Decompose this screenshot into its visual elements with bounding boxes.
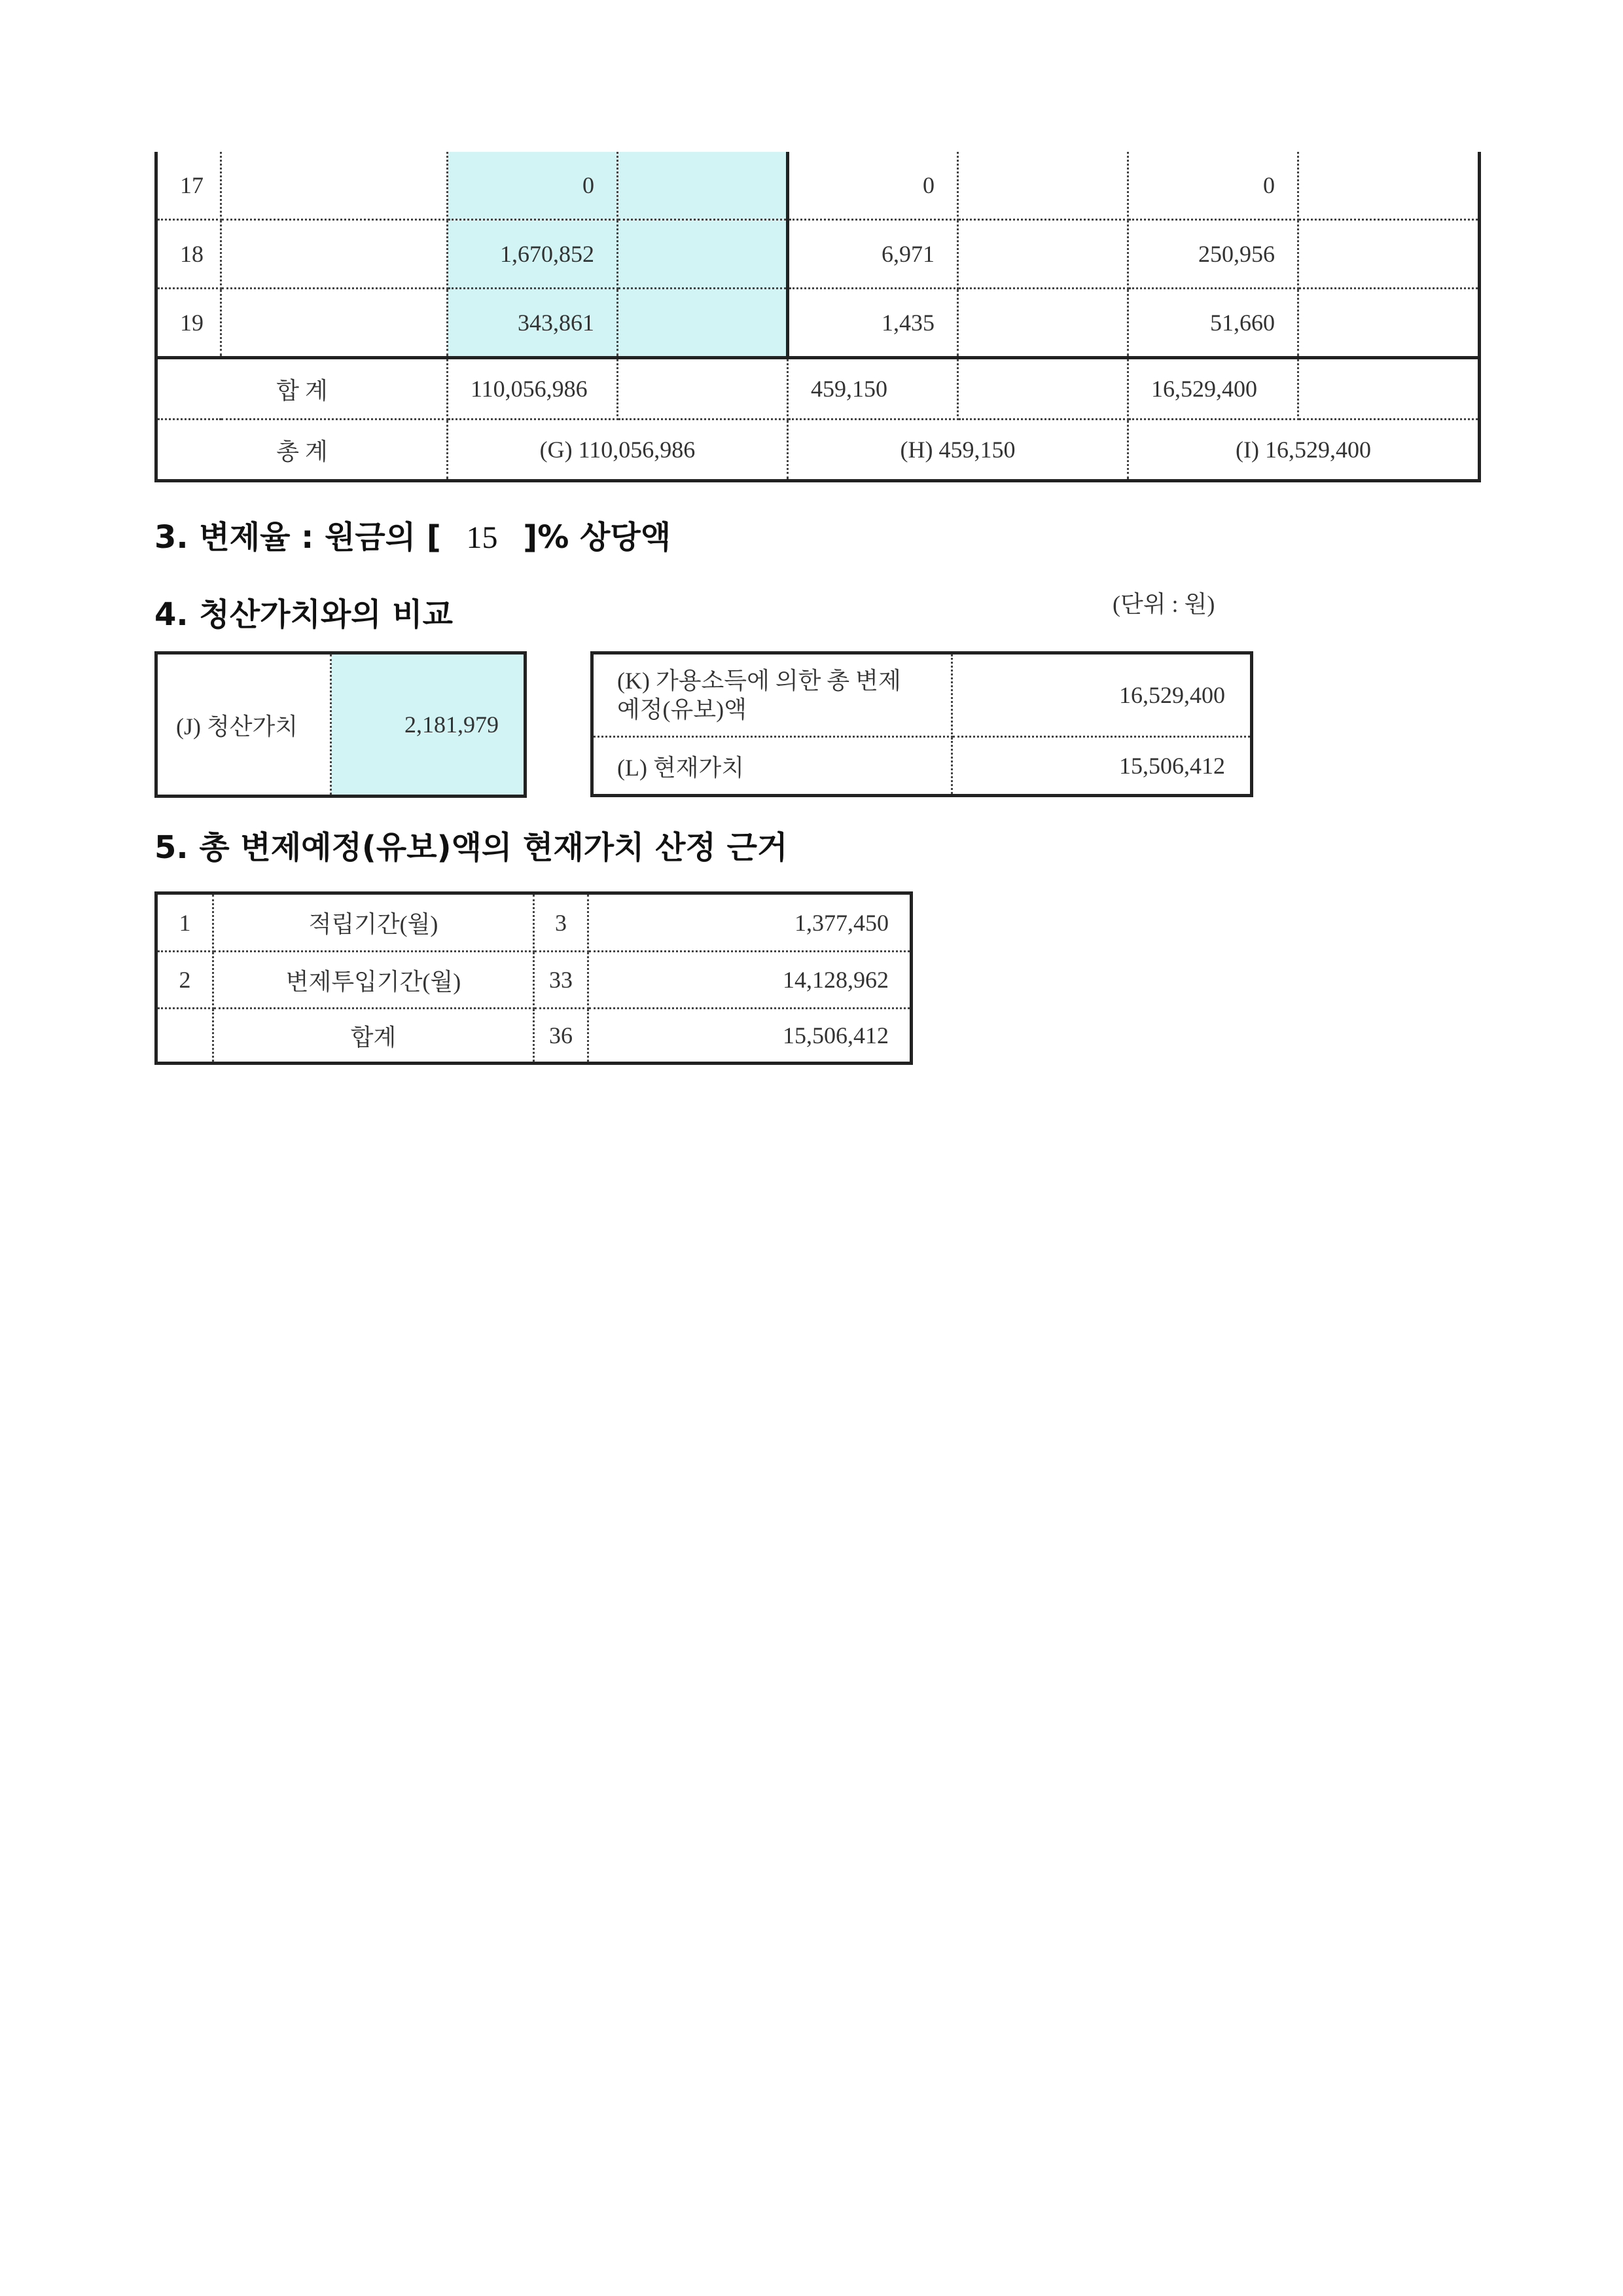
months-value: 3 <box>534 893 588 952</box>
section-3-suffix: ]% 상당액 <box>523 519 671 556</box>
blank-cell <box>1298 152 1480 220</box>
table-row <box>156 893 912 952</box>
table-row <box>592 737 1252 796</box>
blank-cell <box>1298 358 1480 420</box>
amount-cell: 0 <box>788 152 958 220</box>
total-h: (H) 459,150 <box>788 420 1128 481</box>
subtotal-amount: 110,056,986 <box>448 358 618 420</box>
blank-cell <box>958 152 1128 220</box>
total-label: 합계 <box>213 1009 534 1064</box>
blank-cell <box>618 152 788 220</box>
liquidation-value: 2,181,979 <box>331 653 526 797</box>
blank-cell <box>618 358 788 420</box>
k-label-line1: (K) 가용소득에 의한 총 변제 <box>617 668 901 694</box>
months-value: 36 <box>534 1009 588 1064</box>
total-label: 총 계 <box>156 420 448 481</box>
row-number: 1 <box>156 893 213 952</box>
row-number: 17 <box>156 152 221 220</box>
table-row <box>156 152 1480 220</box>
present-value-basis-table <box>154 891 913 1065</box>
row-number <box>156 1009 213 1064</box>
table-row <box>156 653 526 797</box>
liquidation-label: (J) 청산가치 <box>156 653 331 797</box>
row-number: 2 <box>156 952 213 1009</box>
section-3-prefix: 3. 변제율 : 원금의 [ <box>154 519 441 556</box>
subtotal-amount: 16,529,400 <box>1128 358 1298 420</box>
blank-cell <box>958 289 1128 358</box>
amount-cell: 343,861 <box>448 289 618 358</box>
row-name-cell <box>221 220 448 289</box>
table-row <box>592 653 1252 737</box>
liquidation-value-table <box>154 651 527 798</box>
amount-cell: 51,660 <box>1128 289 1298 358</box>
blank-cell <box>1298 289 1480 358</box>
total-i: (I) 16,529,400 <box>1128 420 1480 481</box>
row-name-cell <box>221 152 448 220</box>
table-row <box>156 220 1480 289</box>
period-label: 변제투입기간(월) <box>213 952 534 1009</box>
comparison-table <box>590 651 1253 797</box>
amount-value: 15,506,412 <box>783 1022 889 1049</box>
subtotal-label: 합 계 <box>156 358 448 420</box>
amount-value: 1,377,450 <box>588 893 912 952</box>
total-row <box>156 420 1480 481</box>
months-value: 33 <box>534 952 588 1009</box>
k-value: 16,529,400 <box>952 653 1252 737</box>
period-label: 적립기간(월) <box>213 893 534 952</box>
repayment-rate: 15 <box>466 520 498 555</box>
blank-cell <box>618 289 788 358</box>
row-number: 18 <box>156 220 221 289</box>
total-g: (G) 110,056,986 <box>448 420 788 481</box>
subtotal-row <box>156 358 1480 420</box>
row-number: 19 <box>156 289 221 358</box>
repayment-schedule-table <box>154 152 1481 482</box>
blank-cell <box>1298 220 1480 289</box>
amount-cell: 1,435 <box>788 289 958 358</box>
section-5-heading: 5. 총 변제예정(유보)액의 현재가치 산정 근거 <box>154 829 788 866</box>
section-3-heading <box>154 512 671 557</box>
amount-value: 14,128,962 <box>588 952 912 1009</box>
subtotal-amount: 459,150 <box>788 358 958 420</box>
table-row <box>156 952 912 1009</box>
blank-cell <box>958 220 1128 289</box>
row-name-cell <box>221 289 448 358</box>
amount-cell: 1,670,852 <box>448 220 618 289</box>
amount-cell: 0 <box>448 152 618 220</box>
k-label <box>592 653 952 737</box>
section-4-heading: 4. 청산가치와의 비교 <box>154 596 453 633</box>
amount-cell: 250,956 <box>1128 220 1298 289</box>
amount-cell: 0 <box>1128 152 1298 220</box>
table-row <box>156 1009 912 1064</box>
table-row <box>156 289 1480 358</box>
blank-cell <box>958 358 1128 420</box>
amount-cell: 6,971 <box>788 220 958 289</box>
blank-cell <box>618 220 788 289</box>
k-label-line2: 예정(유보)액 <box>617 696 747 723</box>
unit-label: (단위 : 원) <box>1113 591 1215 617</box>
l-value: 15,506,412 <box>1119 753 1225 779</box>
l-label: (L) 현재가치 <box>592 737 952 796</box>
